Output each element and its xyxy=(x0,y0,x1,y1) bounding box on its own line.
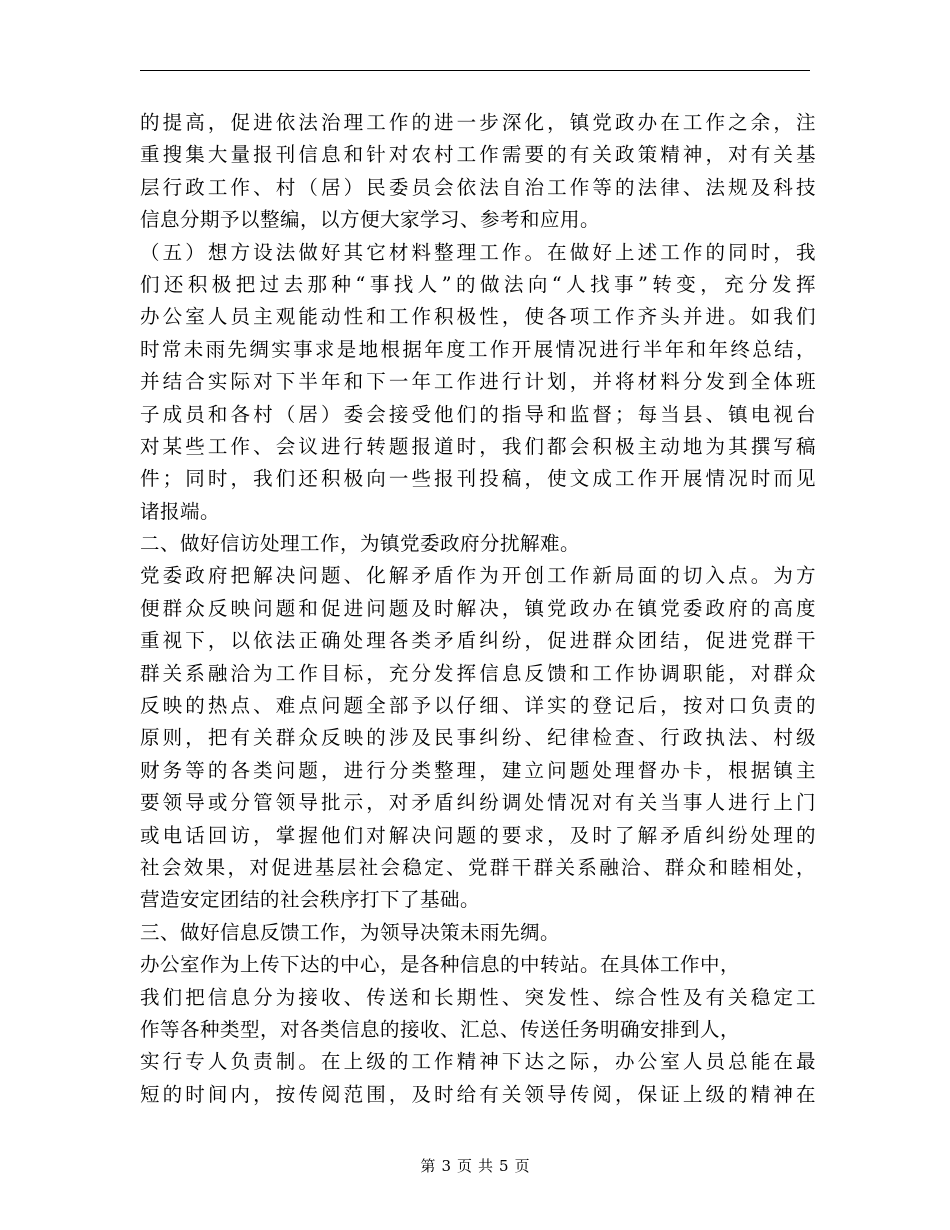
footer-total-pages: 5 xyxy=(499,1157,509,1175)
text-line: 时常未雨先绸实事求是地根据年度工作开展情况进行半年和年终总结， xyxy=(140,337,816,361)
text-line: 子成员和各村（居）委会接受他们的指导和监督；每当县、镇电视台 xyxy=(140,402,816,426)
footer-total-suffix: 页 xyxy=(514,1157,530,1175)
text-line: 要领导或分管领导批示，对矛盾纠纷调处情况对有关当事人进行上门 xyxy=(140,791,816,815)
text-line: 营造安定团结的社会秩序打下了基础。 xyxy=(140,888,481,912)
text-line: 实行专人负责制。在上级的工作精神下达之际，办公室人员总能在最 xyxy=(140,1050,816,1074)
text-line: 的提高，促进依法治理工作的进一步深化，镇党政办在工作之余，注 xyxy=(140,111,816,134)
body-text xyxy=(140,107,816,1111)
text-line: 二、做好信访处理工作，为镇党委政府分扰解难。 xyxy=(140,532,581,556)
text-line: 层行政工作、村（居）民委员会依法自治工作等的法律、法规及科技 xyxy=(140,175,816,199)
text-line: 们还积极把过去那种“事找人”的做法向“人找事”转变，充分发挥 xyxy=(140,272,816,296)
footer-page-word: 页 xyxy=(456,1157,472,1175)
text-line: 办公室作为上传下达的中心，是各种信息的中转站。在具体工作中， xyxy=(140,953,741,977)
footer-total-word: 共 xyxy=(478,1157,494,1175)
text-line: 重视下，以依法正确处理各类矛盾纠纷，促进群众团结，促进党群干 xyxy=(140,629,816,653)
header-rule xyxy=(140,70,810,71)
text-line: 便群众反映问题和促进问题及时解决，镇党政办在镇党委政府的高度 xyxy=(140,596,816,620)
text-line: 重搜集大量报刊信息和针对农村工作需要的有关政策精神，对有关基 xyxy=(140,143,816,167)
text-line: 社会效果，对促进基层社会稳定、党群干群关系融洽、群众和睦相处， xyxy=(140,855,816,879)
text-line: 并结合实际对下半年和下一年工作进行计划，并将材料分发到全体班 xyxy=(140,370,816,394)
footer-prefix: 第 xyxy=(420,1157,436,1175)
text-line: 对某些工作、会议进行转题报道时，我们都会积极主动地为其撰写稿 xyxy=(140,434,816,458)
footer-page-number: 3 xyxy=(441,1157,451,1175)
text-line: 诸报端。 xyxy=(140,499,221,523)
text-line: 反映的热点、难点问题全部予以仔细、详实的登记后，按对口负责的 xyxy=(140,694,816,718)
text-line: 信息分期予以整编，以方便大家学习、参考和应用。 xyxy=(140,208,601,232)
text-line: （五）想方设法做好其它材料整理工作。在做好上述工作的同时，我 xyxy=(140,240,816,264)
text-line: 作等各种类型，对各类信息的接收、汇总、传送任务明确安排到人， xyxy=(140,1017,741,1041)
text-line: 三、做好信息反馈工作，为领导决策未雨先绸。 xyxy=(140,920,561,944)
text-line: 件；同时，我们还积极向一些报刊投稿，使文成工作开展情况时而见 xyxy=(140,467,816,491)
text-line: 党委政府把解决问题、化解矛盾作为开创工作新局面的切入点。为方 xyxy=(140,564,816,588)
text-line: 我们把信息分为接收、传送和长期性、突发性、综合性及有关稳定工 xyxy=(140,985,816,1009)
page-footer xyxy=(0,1156,950,1176)
text-line: 短的时间内，按传阅范围，及时给有关领导传阅，保证上级的精神在 xyxy=(140,1082,816,1106)
text-line: 办公室人员主观能动性和工作积极性，使各项工作齐头并进。如我们 xyxy=(140,305,816,329)
text-line: 或电话回访，掌握他们对解决问题的要求，及时了解矛盾纠纷处理的 xyxy=(140,823,816,847)
text-line: 财务等的各类问题，进行分类整理，建立问题处理督办卡，根据镇主 xyxy=(140,758,816,782)
text-line: 原则，把有关群众反映的涉及民事纠纷、纪律检查、行政执法、村级 xyxy=(140,726,816,750)
text-line: 群关系融洽为工作目标，充分发挥信息反馈和工作协调职能，对群众 xyxy=(140,661,816,685)
